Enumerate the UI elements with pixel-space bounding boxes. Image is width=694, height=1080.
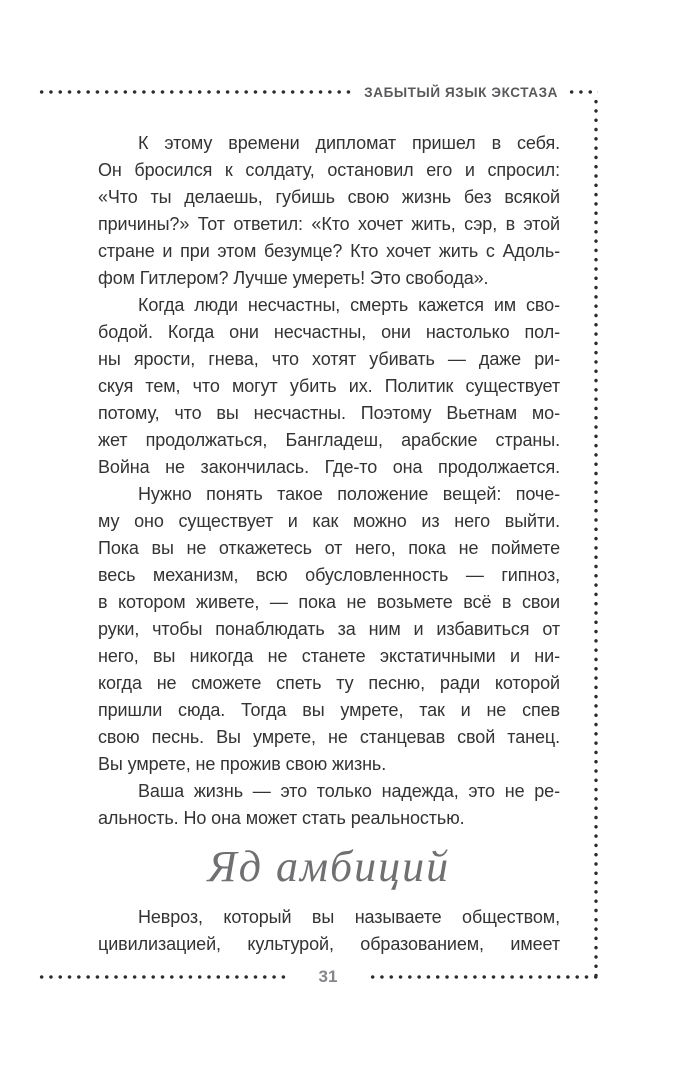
text-line: руки, чтобы понаблюдать за ним и избавиться от <box>98 619 560 639</box>
footer-rule-right <box>368 974 598 980</box>
text-line: Нужно понять такое положение вещей: поче- <box>138 484 560 504</box>
text-line: потому, что вы несчастны. Поэтому Вьетнам мо- <box>98 403 560 423</box>
section-heading: Яд амбиций <box>207 842 451 891</box>
text-line: цивилизацией, культурой, образованием, имеет <box>98 934 560 954</box>
text-line: Пока вы не откажетесь от него, пока не поймете <box>98 538 560 558</box>
text-line: когда не сможете спеть ту песню, ради которой <box>98 673 560 693</box>
text-line: Он бросился к солдату, остановил его и спросил: <box>98 160 560 180</box>
paragraph <box>98 904 560 958</box>
paragraph <box>98 481 560 778</box>
page-content <box>98 130 560 958</box>
running-head: ЗАБЫТЫЙ ЯЗЫК ЭКСТАЗА <box>364 84 558 100</box>
text-line: жет продолжаться, Бангладеш, арабские страны. <box>98 430 560 450</box>
text-line: свою песнь. Вы умрете, не станцевав свой танец. <box>98 727 560 747</box>
text-line: Вы умрете, не прожив свою жизнь. <box>98 754 387 774</box>
page-footer <box>37 966 598 988</box>
text-line: причины?» Тот ответил: «Кто хочет жить, сэр, в этой <box>98 214 560 234</box>
text-line: му оно существует и как можно из него выйти. <box>98 511 560 531</box>
header-rule-left <box>37 89 355 95</box>
text-line: Война не закончилась. Где-то она продолжается. <box>98 457 560 477</box>
text-line: в котором живете, — пока не возьмете всё в свои <box>98 592 560 612</box>
text-line: фом Гитлером? Лучше умереть! Это свобода». <box>98 268 489 288</box>
text-line: стране и при этом безумце? Кто хочет жить с Адоль- <box>98 241 560 261</box>
text-line: ны ярости, гнева, что хотят убивать — даже ри- <box>98 349 560 369</box>
text-line: скуя тем, что могут убить их. Политик существует <box>98 376 560 396</box>
text-line: Когда люди несчастны, смерть кажется им сво- <box>138 295 560 315</box>
text-line: весь механизм, всю обусловленность — гипноз, <box>98 565 560 585</box>
page-number: 31 <box>318 967 338 986</box>
paragraph <box>98 292 560 481</box>
text-line: К этому времени дипломат пришел в себя. <box>138 133 560 153</box>
text-line: него, вы никогда не станете экстатичными и ни- <box>98 646 560 666</box>
footer-rule-left <box>37 974 288 980</box>
paragraph <box>98 130 560 292</box>
paragraph <box>98 778 560 832</box>
text-line: альность. Но она может стать реальностью. <box>98 808 465 828</box>
page-header <box>37 83 598 101</box>
text-line: бодой. Когда они несчастны, они настолько пол- <box>98 322 560 342</box>
text-line: Ваша жизнь — это только надежда, это не ре- <box>138 781 560 801</box>
right-border-rule <box>593 97 599 977</box>
text-line: «Что ты делаешь, губишь свою жизнь без всякой <box>98 187 560 207</box>
text-line: пришли сюда. Тогда вы умрете, так и не спев <box>98 700 560 720</box>
text-line: Невроз, который вы называете обществом, <box>138 907 560 927</box>
header-rule-right <box>567 89 598 95</box>
